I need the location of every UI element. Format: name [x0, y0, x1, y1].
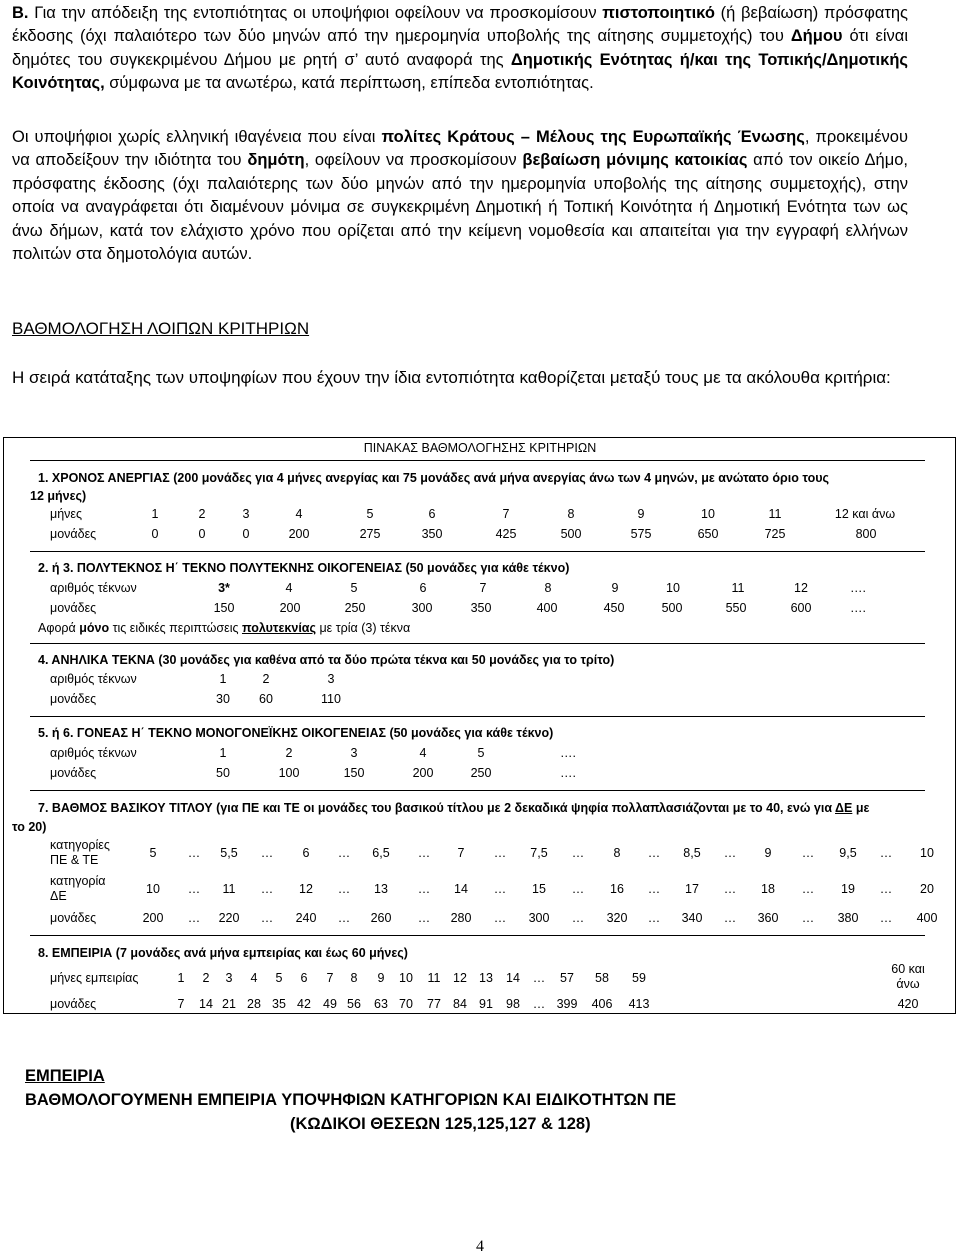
table-cell: 30	[216, 692, 230, 706]
table-cell: 6	[428, 507, 436, 521]
table-cell: 4	[285, 581, 293, 595]
section-1-points-label: μονάδες	[50, 527, 97, 541]
table-cell: 1	[177, 971, 185, 985]
table-cell: 9	[637, 507, 645, 521]
table-cell: 58	[595, 971, 609, 985]
table-cell: 10	[920, 846, 934, 860]
table-cell: 2	[262, 672, 270, 686]
table-cell: 14	[199, 997, 213, 1011]
table-cell: 650	[697, 527, 719, 541]
section-5-points-label: μονάδες	[50, 766, 97, 780]
note-bold: μόνο	[79, 621, 110, 635]
table-cell: 200	[412, 766, 434, 780]
table-cell: 14	[454, 882, 468, 896]
bold-run: Δημοτικής Ενότητας ή/και της Τοπικής/Δημοτικής Κοινότητας,	[12, 50, 908, 93]
page-number: 4	[476, 1238, 484, 1255]
text-run: Οι υποψήφιοι χωρίς ελληνική ιθαγένεια που είναι	[12, 128, 382, 146]
section-4-children-label: αριθμός τέκνων	[50, 672, 137, 686]
table-cell: 413	[628, 997, 650, 1011]
table-cell: 3	[350, 746, 358, 760]
table-cell: 13	[374, 882, 388, 896]
table-cell: 12	[453, 971, 467, 985]
table-cell: 0	[242, 527, 250, 541]
section-8-months-label: μήνες εμπειρίας	[50, 971, 139, 985]
text-run: , οφείλουν να προσκομίσουν	[304, 151, 523, 170]
table-cell: 9	[611, 581, 619, 595]
table-cell: 59	[632, 971, 646, 985]
table-cell: …	[493, 911, 507, 925]
table-cell: 7	[479, 581, 487, 595]
table-cell: …	[532, 971, 546, 985]
section-letter: Β.	[12, 4, 29, 22]
table-cell: 63	[374, 997, 388, 1011]
table-cell: 425	[495, 527, 517, 541]
table-cell: 420	[897, 997, 919, 1011]
table-cell: 5,5	[220, 846, 238, 860]
table-cell: 250	[470, 766, 492, 780]
table-cell: 6,5	[372, 846, 390, 860]
table-cell: 60	[259, 692, 273, 706]
table-cell: ….	[850, 581, 866, 595]
table-cell: 0	[151, 527, 159, 541]
text-run: (ή βεβαίωση) πρόσφατης έκδοσης (όχι παλαιότερο των δύο μηνών από την ημερομηνία υποβολής της αίτησης συμμετοχής) του	[12, 4, 908, 46]
table-divider	[30, 935, 925, 936]
table-cell: 98	[506, 997, 520, 1011]
table-cell: 4	[250, 971, 258, 985]
table-cell: …	[337, 882, 351, 896]
bold-run: πιστοποιητικό	[602, 4, 715, 22]
section-4-title: 4. ΑΝΗΛΙΚΑ ΤΕΚΝΑ (30 μονάδες για καθένα από τα δύο πρώτα τέκνα και 50 μονάδες για το τρίτο)	[38, 653, 615, 667]
table-cell: 12 και άνω	[834, 507, 896, 521]
table-cell: …	[879, 882, 893, 896]
section-8-points-label: μονάδες	[50, 997, 97, 1011]
table-cell: 150	[213, 601, 235, 615]
table-cell: 70	[399, 997, 413, 1011]
table-cell: …	[647, 882, 661, 896]
table-cell: …	[260, 882, 274, 896]
table-cell: 725	[764, 527, 786, 541]
section-7-title	[38, 801, 869, 816]
table-cell: 275	[359, 527, 381, 541]
table-cell: …	[571, 911, 585, 925]
title-text: με	[852, 801, 870, 815]
table-cell: 9,5	[839, 846, 857, 860]
table-cell: 4	[295, 507, 303, 521]
table-cell: 320	[606, 911, 628, 925]
table-cell: 150	[343, 766, 365, 780]
table-cell: 11	[731, 581, 745, 595]
table-cell: …	[417, 882, 431, 896]
table-cell: …	[260, 846, 274, 860]
table-cell: 8	[544, 581, 552, 595]
table-cell: 14	[506, 971, 520, 985]
text-run: από τον οικείο Δήμο, πρόσφατης έκδοσης (όχι παλαιότερης των δύο μηνών από την ημερομηνία υποβολής της αίτησης συμμετοχής), στην οποία να αναγράφεται ότι διαμένουν μόνιμα σε συγκεκριμένη Δημοτική ή Τοπική Κοινότητα ή Δημοτική Ενότητα των ως άνω δήμων, κατά τον ελάχιστο χρόνο που ορίζεται από την κείμενη νομοθεσία και απαιτείται για την εγγραφή ελλήνων πολιτών στα δημοτολόγια αυτών.	[12, 151, 908, 264]
table-cell: 10	[701, 507, 715, 521]
table-cell: 260	[370, 911, 392, 925]
paragraph-ranking-order: Η σειρά κατάταξης των υποψηφίων που έχουν την ίδια εντοπιότητα καθορίζεται μεταξύ τους με τα ακόλουθα κριτήρια:	[12, 368, 891, 387]
table-cell: 7,5	[530, 846, 548, 860]
table-divider	[30, 460, 925, 461]
table-cell: 4	[419, 746, 427, 760]
table-cell: 200	[142, 911, 164, 925]
table-cell: 20	[920, 882, 934, 896]
table-cell: 84	[453, 997, 467, 1011]
table-cell: 1	[219, 746, 227, 760]
table-cell: 5	[366, 507, 374, 521]
section-7-pe-te-label: κατηγορίες ΠΕ & ΤΕ	[50, 838, 110, 867]
table-cell: ….	[850, 601, 866, 615]
table-cell: 8	[567, 507, 575, 521]
table-cell: 406	[591, 997, 613, 1011]
table-cell: 12	[794, 581, 808, 595]
heading-scored-experience: ΒΑΘΜΟΛΟΓΟΥΜΕΝΗ ΕΜΠΕΙΡΙΑ ΥΠΟΨΗΦΙΩΝ ΚΑΤΗΓΟΡΙΩΝ ΚΑΙ ΕΙΔΙΚΟΤΗΤΩΝ ΠΕ	[25, 1091, 677, 1109]
section-2-note	[38, 621, 410, 636]
table-cell: 8,5	[683, 846, 701, 860]
table-cell: …	[723, 911, 737, 925]
table-cell: …	[879, 846, 893, 860]
table-cell: 8	[350, 971, 358, 985]
table-divider	[30, 643, 925, 644]
table-cell: 450	[603, 601, 625, 615]
table-cell: 1	[151, 507, 159, 521]
table-cell: 200	[288, 527, 310, 541]
table-cell: 10	[146, 882, 160, 896]
table-cell: 10	[666, 581, 680, 595]
table-cell: 9	[377, 971, 385, 985]
table-cell: 500	[661, 601, 683, 615]
table-cell: 19	[841, 882, 855, 896]
table-cell: 77	[427, 997, 441, 1011]
table-cell: 220	[218, 911, 240, 925]
table-cell: 350	[470, 601, 492, 615]
section-4-points-label: μονάδες	[50, 692, 97, 706]
table-cell: 91	[479, 997, 493, 1011]
table-cell: …	[187, 882, 201, 896]
heading-scoring-criteria: ΒΑΘΜΟΛΟΓΗΣΗ ΛΟΙΠΩΝ ΚΡΙΤΗΡΙΩΝ	[12, 319, 310, 338]
table-cell: …	[801, 911, 815, 925]
title-text: 7. ΒΑΘΜΟΣ ΒΑΣΙΚΟΥ ΤΙΤΛΟΥ (για ΠΕ και ΤΕ οι μονάδες του βασικού τίτλου με 2 δεκαδικά ψηφία πολλαπλασιάζονται με το 40, ενώ για	[38, 801, 836, 815]
section-1-months-label: μήνες	[50, 507, 83, 521]
table-cell: 7	[502, 507, 510, 521]
table-cell: …	[493, 846, 507, 860]
table-cell: 17	[685, 882, 699, 896]
table-cell: …	[647, 911, 661, 925]
section-2-points-label: μονάδες	[50, 601, 97, 615]
table-cell: 11	[768, 507, 782, 521]
section-2-title: 2. ή 3. ΠΟΛΥΤΕΚΝΟΣ Η΄ ΤΕΚΝΟ ΠΟΛΥΤΕΚΝΗΣ ΟΙΚΟΓΕΝΕΙΑΣ (50 μονάδες για κάθε τέκνο)	[38, 561, 570, 575]
table-cell: 350	[421, 527, 443, 541]
table-cell: 21	[222, 997, 236, 1011]
table-cell: 3*	[218, 581, 230, 595]
text-run: Για την απόδειξη της εντοπιότητας οι υποψήφιοι οφείλουν να προσκομίσουν	[28, 4, 603, 22]
table-cell: 100	[278, 766, 300, 780]
table-cell: 399	[556, 997, 578, 1011]
table-cell: …	[723, 846, 737, 860]
table-cell: 575	[630, 527, 652, 541]
table-divider	[30, 551, 925, 552]
table-cell: 16	[610, 882, 624, 896]
paragraph-eu-citizens	[12, 126, 908, 266]
section-1-title: 1. ΧΡΟΝΟΣ ΑΝΕΡΓΙΑΣ (200 μονάδες για 4 μήνες ανεργίας και 75 μονάδες ανά μήνα ανεργίας άνω των 4 μηνών, με ανώτατο όριο τους	[38, 471, 829, 485]
table-cell: 15	[532, 882, 546, 896]
table-cell: …	[493, 882, 507, 896]
table-cell: 5	[350, 581, 358, 595]
table-cell: 550	[725, 601, 747, 615]
table-cell: 6	[419, 581, 427, 595]
table-cell: 1	[219, 672, 227, 686]
table-cell: 300	[411, 601, 433, 615]
table-cell: …	[801, 882, 815, 896]
section-8-title: 8. ΕΜΠΕΙΡΙΑ (7 μονάδες ανά μήνα εμπειρίας και έως 60 μήνες)	[38, 946, 408, 960]
table-cell: …	[532, 997, 546, 1011]
table-cell: 57	[560, 971, 574, 985]
table-cell: …	[187, 911, 201, 925]
title-underlined: ΔΕ	[835, 801, 853, 815]
table-cell: 200	[279, 601, 301, 615]
table-cell: 9	[764, 846, 772, 860]
table-cell: 42	[297, 997, 311, 1011]
bold-run: Δήμου	[790, 27, 843, 46]
table-cell: …	[723, 882, 737, 896]
table-cell: 35	[272, 997, 286, 1011]
table-cell: …	[571, 846, 585, 860]
table-cell: 800	[855, 527, 877, 541]
table-divider	[30, 716, 925, 717]
bold-run: πολίτες Κράτους – Μέλους της Ευρωπαϊκής Ένωσης	[381, 128, 805, 146]
table-cell: 49	[323, 997, 337, 1011]
table-cell: 6	[300, 971, 308, 985]
table-cell: 400	[916, 911, 938, 925]
table-cell: …	[260, 911, 274, 925]
table-cell: 3	[225, 971, 233, 985]
table-cell: 8	[613, 846, 621, 860]
table-cell: …	[417, 846, 431, 860]
table-cell: 12	[299, 882, 313, 896]
text-run: ότι είναι δημότες του συγκεκριμένου Δήμου με ρητή σ’ αυτό αναφορά της	[12, 27, 908, 69]
heading-experience: ΕΜΠΕΙΡΙΑ	[25, 1067, 105, 1085]
table-cell: …	[647, 846, 661, 860]
text-run: σύμφωνα με τα ανωτέρω, κατά περίπτωση, επίπεδα εντοπιότητας.	[104, 74, 594, 93]
bold-run: δημότη	[247, 151, 305, 170]
table-cell: 5	[149, 846, 157, 860]
table-cell: 5	[477, 746, 485, 760]
text-run: , προκειμένου να αποδείξουν την ιδιότητα του	[12, 128, 908, 170]
table-cell: 3	[327, 672, 335, 686]
table-cell: 7	[326, 971, 334, 985]
table-cell: 340	[681, 911, 703, 925]
table-cell: 18	[761, 882, 775, 896]
table-cell: 360	[757, 911, 779, 925]
table-cell: 5	[275, 971, 283, 985]
table-cell: …	[571, 882, 585, 896]
table-title: ΠΙΝΑΚΑΣ ΒΑΘΜΟΛΟΓΗΣΗΣ ΚΡΙΤΗΡΙΩΝ	[363, 441, 597, 455]
table-cell: ….	[560, 766, 576, 780]
note-underlined: πολυτεκνίας	[241, 621, 316, 635]
table-cell: …	[417, 911, 431, 925]
table-cell: …	[337, 911, 351, 925]
section-7-de-label: κατηγορία ΔΕ	[50, 874, 106, 903]
section-2-children-label: αριθμός τέκνων	[50, 581, 137, 595]
paragraph-proof-of-locality	[12, 2, 908, 96]
table-cell: 11	[427, 971, 441, 985]
table-cell: 56	[347, 997, 361, 1011]
table-cell: 0	[198, 527, 206, 541]
table-cell: 13	[479, 971, 493, 985]
table-cell: 7	[177, 997, 185, 1011]
table-cell: …	[801, 846, 815, 860]
note-text: Αφορά	[38, 621, 80, 635]
section-7-points-label: μονάδες	[50, 911, 97, 925]
table-cell: 110	[321, 692, 341, 706]
table-cell: 400	[536, 601, 558, 615]
section-7-title-cont: το 20)	[12, 820, 47, 834]
table-cell: 380	[837, 911, 859, 925]
table-cell: 600	[790, 601, 812, 615]
table-cell: ….	[560, 746, 576, 760]
section-1-title-cont: 12 μήνες)	[30, 489, 87, 503]
heading-position-codes: (ΚΩΔΙΚΟΙ ΘΕΣΕΩΝ 125,125,127 & 128)	[290, 1115, 591, 1133]
note-text: τις ειδικές περιπτώσεις	[109, 621, 242, 635]
section-5-title: 5. ή 6. ΓΟΝΕΑΣ Η΄ ΤΕΚΝΟ ΜΟΝΟΓΟΝΕΪΚΗΣ ΟΙΚΟΓΕΝΕΙΑΣ (50 μονάδες για κάθε τέκνο)	[38, 726, 554, 740]
bold-run: βεβαίωση μόνιμης κατοικίας	[522, 151, 748, 170]
table-cell: 240	[295, 911, 317, 925]
table-cell: 50	[216, 766, 230, 780]
table-cell: 10	[399, 971, 413, 985]
table-cell: 280	[450, 911, 472, 925]
table-cell: 250	[344, 601, 366, 615]
table-cell: 7	[457, 846, 465, 860]
note-text: με τρία (3) τέκνα	[315, 621, 411, 635]
table-cell: …	[337, 846, 351, 860]
table-cell: 11	[222, 882, 236, 896]
table-cell: 2	[198, 507, 206, 521]
table-cell: 60 και άνω	[891, 962, 925, 991]
table-cell: …	[879, 911, 893, 925]
table-cell: 28	[247, 997, 261, 1011]
table-cell: 2	[285, 746, 293, 760]
table-divider	[30, 790, 925, 791]
table-cell: 500	[560, 527, 582, 541]
table-cell: 6	[302, 846, 310, 860]
table-cell: 3	[242, 507, 250, 521]
section-5-children-label: αριθμός τέκνων	[50, 746, 137, 760]
table-cell: 300	[528, 911, 550, 925]
table-cell: 2	[202, 971, 210, 985]
table-cell: …	[187, 846, 201, 860]
